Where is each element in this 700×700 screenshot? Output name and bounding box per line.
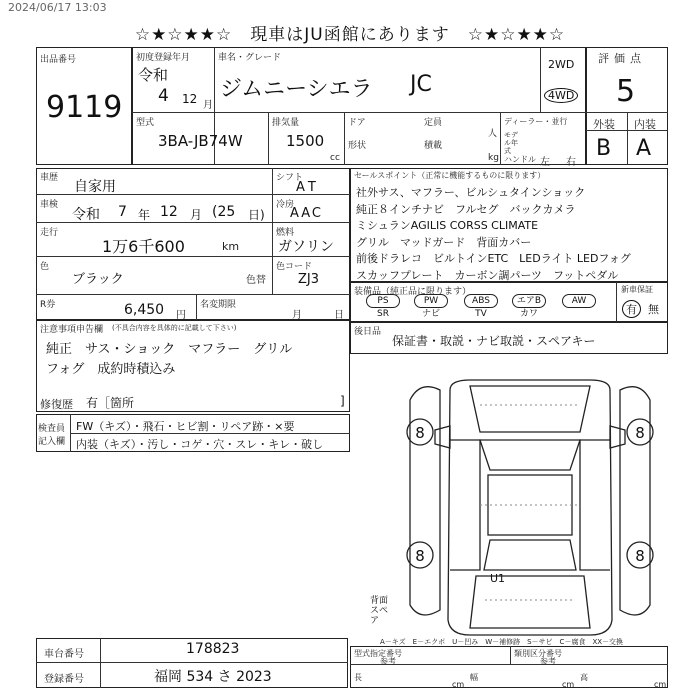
selling-points-label: セールスポイント（正常に機能するものに限ります） [354, 171, 546, 180]
usage-value: 自家用 [74, 179, 116, 195]
length-unit: cm [452, 680, 465, 689]
drive-4wd: 4WD [544, 88, 578, 103]
selling-point-line: 純正８インチナビ フルセグ バックカメラ [356, 202, 576, 216]
aircon-label: 冷房 [276, 200, 295, 210]
tire-mark-rr: 8 [635, 547, 645, 565]
score-label: 評価点 [598, 52, 646, 65]
fuel-label: 燃料 [276, 228, 295, 238]
damage-mark-u1: U1 [490, 572, 506, 585]
notes-line-2: フォグ 成約時積込み [46, 362, 176, 377]
spec-change-label: 名変期限 [200, 300, 237, 310]
inspection-month: 12 [160, 204, 178, 220]
notes-label: 注意事項申告欄 [40, 325, 104, 335]
class-number-ref: 参考 [540, 657, 556, 666]
warranty-yes: 有 [622, 300, 641, 318]
fuel-value: ガソリン [278, 239, 334, 255]
exterior-label: 外装 [593, 118, 615, 131]
recycle-value: 6,450 [124, 302, 165, 318]
first-reg-year: 4 [158, 86, 169, 106]
handle-right: 右 [566, 157, 576, 168]
registration-value: 福岡 534 さ 2023 [154, 669, 272, 685]
shape-label: 形状 [348, 141, 367, 151]
interior-grade: A [636, 136, 652, 161]
inspector-row-2: 内装（キズ）・汚し・コゲ・穴・スレ・キレ・破し [76, 438, 324, 451]
inspection-day: (25 [212, 204, 236, 220]
car-grade: JC [410, 72, 432, 97]
class-number-label: 類別区分番号 [514, 649, 562, 658]
shift-label: シフト [276, 173, 304, 183]
spare-label: 背面スペア [370, 596, 389, 626]
tire-mark-fl: 8 [415, 424, 425, 442]
handle-left: 左 [540, 157, 550, 168]
capacity-label: 定員 [424, 118, 443, 128]
lot-number: 9119 [46, 90, 123, 125]
displacement-value: 1500 [286, 132, 325, 150]
selling-point-line: 社外サス、マフラー、ビルシュタインショック [356, 186, 586, 199]
inspection-month-unit: 月 [190, 208, 203, 222]
car-damage-diagram [380, 360, 680, 650]
doors-label: ドア [348, 118, 366, 128]
load-label: 積載 [424, 141, 443, 151]
width-label: 幅 [470, 673, 478, 682]
first-reg-label: 初度登録年月 [136, 53, 191, 63]
inspection-era: 令和 [72, 207, 100, 223]
first-reg-era: 令和 [138, 66, 169, 84]
equipment-label: 装備品（純正品に限ります） [354, 287, 472, 297]
car-name: ジムニーシエラ [220, 77, 373, 102]
notes-sub: (不具合内容を具体的に記載して下さい) [112, 324, 237, 332]
handle-label: ハンドル [504, 155, 536, 164]
warranty-no: 無 [648, 303, 659, 316]
selling-point-line: グリル マッドガード 背面カバー [356, 235, 532, 249]
equipment-item: ABS [464, 294, 498, 308]
type-number-ref: 参考 [380, 657, 396, 666]
equipment-item: PW [414, 294, 448, 308]
accessories-value: 保証書・取説・ナビ取説・スペアキー [392, 334, 596, 348]
length-label: 長 [354, 673, 362, 682]
inspection-year-unit: 年 [138, 208, 151, 222]
lot-label: 出品番号 [40, 55, 77, 65]
model-value: 3BA-JB74W [158, 132, 243, 150]
equipment-item: PS [366, 294, 400, 308]
score-value: 5 [616, 74, 636, 109]
warranty-label: 新車保証 [621, 285, 653, 294]
load-unit: kg [488, 153, 499, 163]
tire-mark-fr: 8 [635, 424, 645, 442]
exterior-grade: B [596, 136, 612, 161]
inspector-label-1: 検査員 [38, 424, 66, 434]
repair-value: 有［箇所 [86, 396, 135, 410]
registration-label: 登録番号 [44, 674, 84, 685]
mileage-unit: km [222, 240, 240, 253]
color-code-label: 色コード [276, 262, 313, 272]
equipment-item: カワ [519, 309, 538, 319]
selling-point-line: 前後ドラレコ ビルトインETC LEDライト LEDフォグ [356, 252, 631, 265]
repair-label: 修復歴 [40, 398, 73, 411]
equipment-item: TV [475, 309, 487, 319]
interior-label: 内装 [634, 118, 656, 131]
color-change-label: 色替 [246, 275, 266, 286]
print-timestamp: 2024/06/17 13:03 [8, 1, 107, 14]
color-label: 色 [40, 262, 50, 272]
color-code-value: ZJ3 [298, 272, 320, 287]
chassis-label: 車台番号 [44, 649, 84, 660]
tire-mark-rl: 8 [415, 547, 425, 565]
damage-legend: A－キズ E－エクボ U－凹み W－補修跡 S－サビ C－腐食 XX－交換 [380, 638, 624, 646]
shift-value: AT [296, 180, 320, 195]
color-value: ブラック [72, 272, 124, 287]
model-year-label: モデル年式 [504, 131, 518, 155]
height-label: 高 [580, 673, 588, 682]
inspection-label: 車検 [40, 200, 59, 210]
recycle-unit: 円 [176, 310, 186, 321]
drive-2wd: 2WD [548, 58, 575, 71]
first-reg-month: 12 [182, 92, 198, 106]
usage-label: 車歴 [40, 173, 59, 183]
width-unit: cm [562, 680, 575, 689]
equipment-item: AW [562, 294, 596, 308]
model-label: 型式 [136, 118, 155, 128]
chassis-value: 178823 [186, 641, 240, 657]
selling-point-line: ミシュランAGILIS CORSS CLIMATE [356, 219, 539, 232]
first-reg-month-unit: 月 [203, 100, 213, 111]
equipment-item: エアB [512, 294, 546, 308]
inspector-label-2: 記入欄 [38, 437, 66, 447]
displacement-unit: cc [330, 153, 340, 163]
type-number-label: 型式指定番号 [354, 649, 402, 658]
dealer-label: ディーラー・並行 [504, 117, 568, 126]
mileage-value: 1万6千600 [102, 237, 185, 256]
mileage-label: 走行 [40, 228, 59, 238]
accessories-label: 後日品 [354, 327, 382, 337]
inspection-day-unit: 日) [248, 208, 265, 222]
repair-close-bracket: ] [340, 394, 345, 408]
spec-change-day: 日 [334, 310, 344, 321]
displacement-label: 排気量 [272, 118, 300, 128]
inspection-year: 7 [118, 204, 127, 220]
car-name-label: 車名・グレード [218, 53, 282, 63]
notes-line-1: 純正 サス・ショック マフラー グリル [46, 342, 293, 357]
recycle-label: R券 [40, 300, 56, 310]
height-unit: cm [654, 680, 667, 689]
equipment-item: ナビ [421, 309, 440, 319]
location-banner: ☆★☆★★☆ 現車はJU函館にあります ☆★☆★★☆ [134, 25, 566, 45]
inspector-row-1: FW（キズ）・飛石・ヒビ割・リペア跡・×要 [76, 420, 295, 433]
aircon-value: AAC [290, 206, 323, 221]
selling-point-line: スカッフプレート カーボン調パーツ フットペダル [356, 268, 619, 282]
equipment-item: SR [377, 309, 389, 319]
spec-change-month: 月 [292, 310, 302, 321]
capacity-unit: 人 [488, 129, 498, 139]
